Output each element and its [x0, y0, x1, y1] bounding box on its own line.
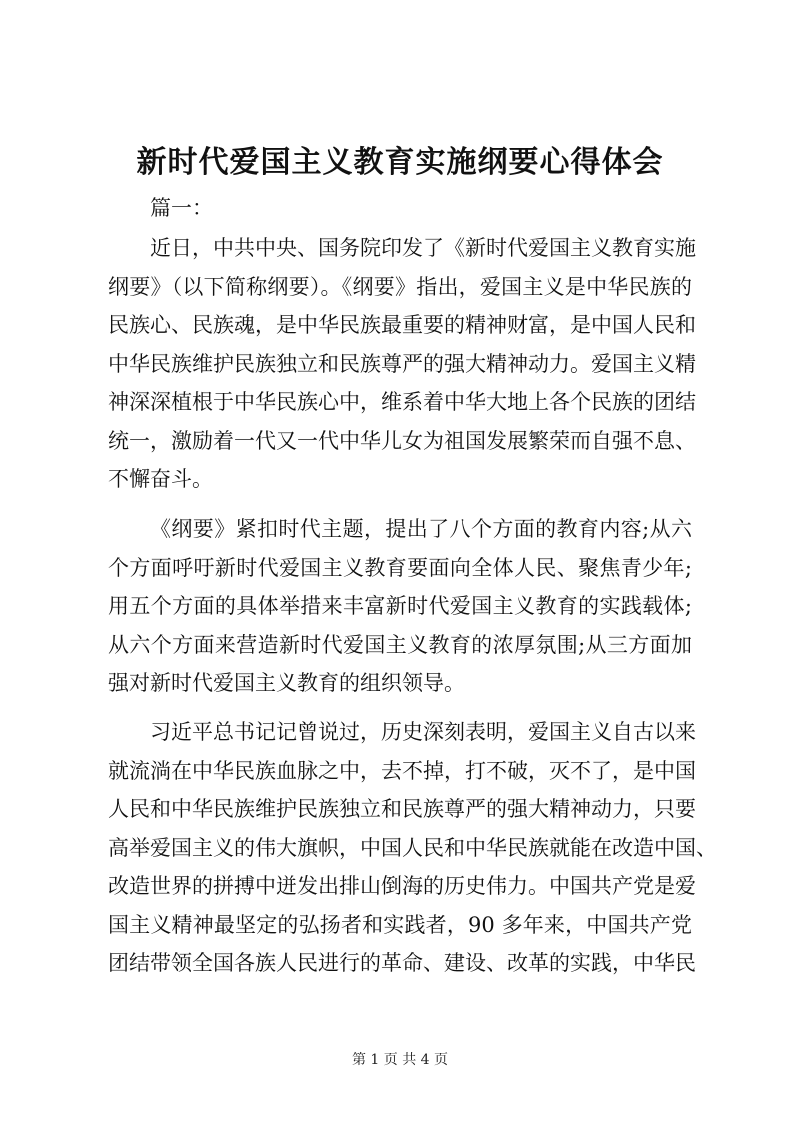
- paragraph-line: 民族心、民族魂，是中华民族最重要的精神财富，是中国人民和: [108, 313, 696, 337]
- paragraph-line: 强对新时代爱国主义教育的组织领导。: [108, 671, 465, 695]
- paragraph-line: 团结带领全国各族人民进行的革命、建设、改革的实践，中华民: [108, 951, 696, 975]
- paragraph-line: 《纲要》紧扣时代主题，提出了八个方面的教育内容;从六: [150, 517, 692, 541]
- paragraph-line: 习近平总书记记曾说过，历史深刻表明，爱国主义自古以来: [150, 720, 696, 744]
- paragraph-2: [108, 510, 692, 703]
- paragraph-line: 高举爱国主义的伟大旗帜，中国人民和中华民族就能在改造中国、: [108, 835, 717, 860]
- paragraph-line: 从六个方面来营造新时代爱国主义教育的浓厚氛围;从三方面加: [108, 632, 692, 657]
- paragraph-line: 就流淌在中华民族血脉之中，去不掉，打不破，灭不了，是中国: [108, 758, 696, 783]
- paragraph-1: [108, 229, 696, 499]
- paragraph-line: 近日，中共中央、国务院印发了《新时代爱国主义教育实施: [150, 236, 696, 260]
- paragraph-line: 纲要》（以下简称纲要）。《纲要》指出，爱国主义是中华民族的: [108, 274, 692, 299]
- paragraph-line: 用五个方面的具体举措来丰富新时代爱国主义教育的实践载体;: [108, 594, 692, 618]
- paragraph-line: 神深深植根于中华民族心中，维系着中华大地上各个民族的团结: [108, 390, 696, 414]
- page-footer: 第 1 页 共 4 页: [351, 1052, 449, 1068]
- paragraph-line: 国主义精神最坚定的弘扬者和实践者，90 多年来，中国共产党: [108, 912, 692, 937]
- paragraph-line: 不懈奋斗。: [108, 467, 213, 491]
- paragraph-line: 中华民族维护民族独立和民族尊严的强大精神动力。爱国主义精: [108, 351, 696, 376]
- document-title: 新时代爱国主义教育实施纲要心得体会: [136, 145, 664, 180]
- paragraph-line: 人民和中华民族维护民族独立和民族尊严的强大精神动力，只要: [108, 797, 696, 821]
- section-label: 篇一：: [150, 196, 213, 220]
- paragraph-line: 统一，激励着一代又一代中华儿女为祖国发展繁荣而自强不息、: [108, 428, 696, 453]
- paragraph-line: 个方面呼吁新时代爱国主义教育要面向全体人民、聚焦青少年;: [108, 555, 692, 580]
- paragraph-line: 改造世界的拼搏中迸发出排山倒海的历史伟力。中国共产党是爱: [108, 874, 696, 898]
- paragraph-3: [108, 713, 717, 983]
